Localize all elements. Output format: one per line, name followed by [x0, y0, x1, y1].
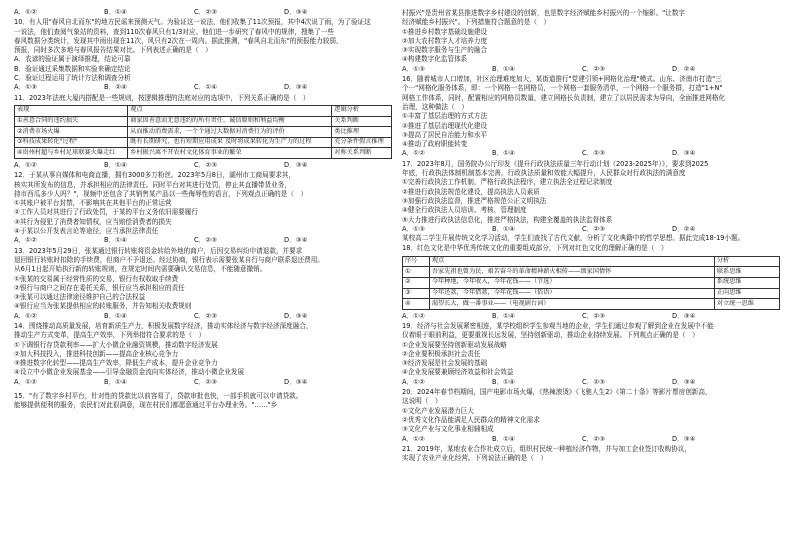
option-a: A．①②: [14, 311, 37, 320]
answer-item: ①其账户被平台封禁，不影响其在其他平台的正常运营: [14, 199, 172, 208]
option-c: C．②③: [582, 64, 606, 73]
option-a: A．①②: [402, 149, 425, 158]
table-cell: ②: [403, 277, 430, 288]
option-a: A．①②: [14, 8, 37, 16]
table-cell: 对立统一思维: [714, 299, 779, 310]
option-b: B．①④: [104, 377, 127, 386]
table-cell: 类比推理: [332, 127, 392, 138]
option-d: D．③④: [284, 160, 308, 169]
answer-item: ②推进了基层治理现代化建设: [402, 121, 488, 130]
option-b: B．①④: [104, 160, 127, 169]
question-18-table: [402, 256, 780, 310]
table-cell: 渴望长大，做一番事业——（电视剧台词）: [429, 299, 714, 310]
option-d: D．③④: [284, 83, 308, 92]
question-stem-line: 退回银行转账时扣除的手续费，但商户不予退还。经过协商，银行表示需要张某自行与商户联系退还费用。: [14, 255, 324, 264]
table-cell: ③科技成果转化"过程": [15, 137, 128, 148]
options-row: [402, 149, 780, 158]
question-11: [14, 94, 392, 171]
answer-item: ③推进数字化转型——提高生产效率，降低生产成本，提升企业竞争力: [14, 359, 218, 368]
option-d: D．②④: [672, 64, 696, 73]
table-cell: 关系判断: [332, 116, 392, 127]
question-stem-line: 实现了农业产业化经营。下列说法正确的是（ ）: [402, 454, 548, 463]
answer-item: B．验证通过采集数据和实验来确定结论: [14, 64, 131, 73]
table-header: 逻辑分析: [332, 105, 392, 116]
option-b: B．①④: [492, 377, 515, 386]
option-d: D．③④: [284, 377, 308, 386]
question-stem-line: 10．有人用"春风自北而东"的地方民谣来预测天气。为验证这一说法，他们收集了11次预报，其中4次说了雨，为了验证这: [14, 18, 371, 27]
answer-item: ②推进行政执法规范化建设，提高执法人员素质: [402, 187, 540, 196]
option-d: D．③④: [284, 311, 308, 320]
options-row: [14, 378, 392, 387]
question-stem-line: 一说法，他们查阅气象站的资料，查到110次春风只有1/3对应。他们进一步研究了春风中的规律，搜集了一些: [14, 27, 334, 36]
table-cell: 吾家先祖也曾为民，艰苦奋斗的革命精神薪火相传——颂家国情怀: [429, 267, 714, 278]
question-stem-line: 核实其所发布的信息，并承担相应的法律责任。同时平台对其进行处罚，停止其直播带货业务，: [14, 180, 291, 189]
option-a: A．①③: [402, 224, 425, 233]
table-cell: 充分条件假言推理: [332, 137, 392, 148]
question-stem-line: 11．2023年法庭大厦内搭配是一些规则，按逻辑推理的法庭对应的选项中，下列关系正确的是（ ）: [14, 93, 310, 102]
question-10: [14, 18, 392, 92]
answer-item: ②优秀文化作品能满足人民群众的精神文化需求: [402, 415, 540, 424]
table-cell: 系统思维: [714, 277, 779, 288]
question-stem-line: 治理，这种做法（ ）: [402, 102, 468, 111]
question-17: [402, 160, 780, 234]
question-stem-line: 14．围绕推动高质量发展，培育新质生产力，积极发展数字经济，推动实体经济与数字经济深度融合，: [14, 321, 313, 330]
option-d: D．③④: [672, 149, 696, 158]
answer-item: ②工作人员对其进行了行政处罚，于某的平台义务依旧需要履行: [14, 208, 198, 217]
question-16: [402, 75, 780, 159]
option-a: A．①③: [14, 83, 37, 92]
question-stem-line: 村振兴"是贵州省某县推进数字乡村建设的创新，也是数字经济赋能乡村振兴的一个缩影。"让数字: [402, 9, 686, 17]
question-13: [14, 247, 392, 321]
answer-item: A．农谚的验证属于演绎推理，结论可靠: [14, 55, 131, 64]
option-c: C．②③: [194, 236, 218, 245]
options-row: [402, 378, 780, 387]
answer-item: ④设立中小微企业发展基金——引导金融资金流向实体经济，推动小微企业发展: [14, 368, 245, 377]
table-cell: 今年还款，今年借款，今年花钱——（俗语）: [429, 288, 714, 299]
question-stem-line: 15．"有了数字乡村平台，针对性的贷款比以前容易了，贷款审批也快，一部手机就可以申请贷款。: [14, 392, 303, 401]
table-cell: 正向思维: [714, 288, 779, 299]
answer-item: ①文化产业发展潜力巨大: [402, 406, 474, 415]
option-b: B．①④: [492, 149, 515, 158]
question-stem-line: 年底，行政执法体制机制基本完善，行政执法质量和效能大幅提升，人民群众对行政执法的满意度: [402, 169, 686, 178]
answer-item: ④构建数字化监管体系: [402, 55, 468, 64]
question-stem-line: 预报，同时多次多地与春风报告结果对比。下列表述正确的是（ ）: [14, 46, 212, 55]
option-d: D．③④: [672, 377, 696, 386]
answer-item: ①完善行政执法工作机制，严格行政执法程序，建立执法全过程记录制度: [402, 178, 613, 187]
table-row: [403, 299, 780, 310]
table-cell: ①: [403, 267, 430, 278]
table-header: 观点: [128, 105, 332, 116]
option-a: A．①②: [402, 434, 425, 443]
table-cell: 对称关系判断: [332, 148, 392, 159]
table-cell: ④贵州村超与乡村足球联赛火爆走红: [15, 148, 128, 159]
table-row: [15, 137, 392, 148]
question-12: [14, 171, 392, 245]
question-stem-line: 从6月1日起开始执行新的转账规则，在规定时间内需要确认交易信息，不能随意撤销。: [14, 265, 267, 274]
answer-item: ④于某以公开发表言论等途径，应当承担法律责任: [14, 227, 159, 236]
answer-item: ①企业发展要坚持创新驱动发展战略: [402, 340, 507, 349]
answer-item: ③经济发展是社会发展的基础: [402, 359, 488, 368]
answer-item: ②加大科技投入，推进科技创新——提高企业核心竞争力: [14, 349, 179, 358]
option-c: C．②③: [194, 8, 218, 16]
question-stem-line: 网格工作体系，同时，配置相应的网格员数量，建立网格长负责制，建立了以居民需求为导向，全面推进网格化: [402, 93, 726, 102]
answer-item: ④健全行政执法人员培训、考核、管理制度: [402, 206, 527, 215]
options-row: [402, 225, 780, 234]
option-a: A．①②: [14, 160, 37, 169]
option-c: C．①④: [194, 83, 218, 92]
options-row: [402, 435, 780, 444]
table-row: [403, 267, 780, 278]
option-c: C．②③: [194, 377, 218, 386]
option-a: A．①②: [14, 377, 37, 386]
option-c: C．②③: [194, 160, 218, 169]
question-stem-line: 春风数据分类统计，发现其中雨出现在11次，风只有2次在一周内。据此推测，"春风自北而东"的预报能力较弱，: [14, 36, 343, 45]
option-c: C．②③: [582, 311, 606, 320]
question-stem-line: 个一"网格化服务体系，即：一个网格一名网格员，一个网格一套服务清单，一个网格一个服务群，打造"1+N": [402, 84, 723, 93]
question-stem-line: 13．2023年5月29日，张某通过银行转账将资金转给外地的商户，后因交易纠纷申请退款，并要求: [14, 246, 303, 255]
answer-item: ②加大农村数字人才培养力度: [402, 36, 488, 45]
table-cell: 今年种地，今年收入，今年花钱——（节选）: [429, 277, 714, 288]
option-d: D．③④: [672, 434, 696, 443]
answer-item: ③实现数字服务与生产的融合: [402, 46, 488, 55]
option-b: B．①④: [492, 64, 515, 73]
question-stem-line: 12．于某从事自媒体和电商直播，拥有3000多万粉丝。2023年5月8日，湖州市工商局要求其，: [14, 171, 296, 180]
answer-item: ②企业要积极承担社会责任: [402, 349, 481, 358]
question-stem-line: 这说明（ ）: [402, 397, 442, 406]
answer-item: ③加强行政执法监督，推进严格规范公正文明执法: [402, 196, 547, 205]
options-row: [14, 161, 392, 170]
table-row: [403, 288, 780, 299]
table-cell: 乡村振兴离不开农村文化体育事业的繁荣: [128, 148, 332, 159]
left-column: [14, 8, 392, 411]
question-15-continued: [402, 9, 780, 74]
option-b: B．①④: [492, 224, 515, 233]
table-cell: 联系思维: [714, 267, 779, 278]
option-d: D．③④: [672, 311, 696, 320]
answer-item: ④银行应当为张某提供相应的转账服务，并告知相关收费规则: [14, 302, 192, 311]
question-stem-line: 20．2024年春节档期间，国产电影市场火爆，《热辣滚烫》《飞驰人生2》《第二十条》等影片票房创新高，: [402, 388, 712, 397]
table-header-row: [403, 256, 780, 267]
table-cell: 既有长期研究，也有短期应用成果 及时将成果转化为生产力的过程: [128, 137, 332, 148]
option-b: B．①④: [492, 434, 515, 443]
question-15: [14, 392, 392, 411]
question-stem-line: 仅着眼于眼前利益，更要重视长远发展，坚持创新驱动，推动企业持续发展。下列观点正确的是（ ）: [402, 331, 699, 340]
table-cell: ④: [403, 299, 430, 310]
answer-item: ④推动了政府职能转变: [402, 140, 468, 149]
option-c: C．②③: [582, 434, 606, 443]
answer-item: C．验证过程运用了统计方法和调查分析: [14, 74, 131, 83]
question-19: [402, 322, 780, 387]
option-b: B．①④: [104, 236, 127, 245]
question-stem-line: 19．经济与社会发展紧密相连，某学校组织学生参观当地的企业，学生们通过参观了解到企业在发展中不能: [402, 321, 714, 330]
answer-item: ③张某可以通过法律途径维护自己的合法权益: [14, 293, 146, 302]
answer-item: ③其行为侵犯了消费者知情权，应当赔偿消费者的损失: [14, 217, 172, 226]
question-stem-line: 持市西瓜多少人吗？"，视频中还包含了其销售某产品以一些侮辱性的语言，下列观点正确的是（ ）: [14, 189, 308, 198]
answer-item: ①推进乡村数字基础设施建设: [402, 27, 488, 36]
option-d: D．③④: [284, 8, 308, 16]
answer-item: ③文化产业与文化事业相辅相成: [402, 425, 494, 434]
table-header: 序号: [403, 256, 430, 267]
table-header: 表现: [15, 105, 128, 116]
table-cell: ①善意合同的违约损失: [15, 116, 128, 127]
option-d: D．③④: [284, 236, 308, 245]
table-row: [403, 277, 780, 288]
table-cell: 商家因善意而无意违约的所有责任，诚信原则和利益均衡: [128, 116, 332, 127]
question-stem-line: 17．2023年8月，国务院办公厅印发《提升行政执法质量三年行动计划（2023-2025年）》，要求到2025: [402, 159, 709, 168]
question-14: [14, 322, 392, 387]
answer-item: ④企业发展要兼顾经济效益和社会效益: [402, 368, 514, 377]
question-stem-line: 推动生产方式变革，提高生产效率，下列举措符合要求的是（ ）: [14, 331, 206, 340]
option-b: B．①④: [104, 311, 127, 320]
option-c: C．②③: [582, 224, 606, 233]
answer-item: ①张某的交易属于经营性质的交易，银行有权收取手续费: [14, 274, 179, 283]
table-row: [15, 127, 392, 138]
option-a: A．①②: [14, 236, 37, 245]
question-stem-line: 18．红色文化是中华优秀传统文化的重要组成部分，下列对红色文化的理解正确的是（ ）: [402, 244, 668, 253]
option-c: C．②③: [582, 149, 606, 158]
table-cell: 从而推动消费需求，一个个通过大数据对消费行为的评价: [128, 127, 332, 138]
question-21: [402, 445, 780, 464]
option-c: C．②③: [194, 311, 218, 320]
option-b: B．②④: [104, 83, 127, 92]
option-a: A．①②: [402, 311, 425, 320]
answer-item: ⑤大力推进行政执法信息化，推进严格执法，构建全覆盖的执法监督体系: [402, 215, 613, 224]
options-row: [14, 8, 392, 17]
answer-item: ①丰富了基层治理的方式方法: [402, 112, 488, 121]
option-b: B．①④: [492, 311, 515, 320]
table-header-row: [15, 105, 392, 116]
table-header: 观点: [429, 256, 714, 267]
option-a: A．①②: [402, 377, 425, 386]
option-c: C．②③: [582, 377, 606, 386]
options-row: [14, 236, 392, 245]
options-row: [14, 312, 392, 321]
question-20: [402, 388, 780, 444]
table-header: 分析: [714, 256, 779, 267]
answer-item: ①下调银行存贷款利率——扩大小微企业融资规模，推动数字经济发展: [14, 340, 218, 349]
table-row: [15, 116, 392, 127]
table-row: [15, 148, 392, 159]
answer-item: ②银行与商户之间存在委托关系，银行应当承担相应的责任: [14, 283, 185, 292]
question-stem-line: 21．2019年，某地农业合作社成立后，组织村民统一种植经济作物，并与加工企业签订收购协议，: [402, 444, 691, 453]
options-row: [14, 83, 392, 92]
answer-item: ③提高了居民自治能力和水平: [402, 130, 488, 139]
table-cell: ③: [403, 288, 430, 299]
options-row: [402, 312, 780, 321]
right-column: [402, 8, 780, 463]
table-cell: ②消费市场火爆: [15, 127, 128, 138]
question-18: [402, 244, 780, 321]
option-b: B．①④: [104, 8, 127, 16]
question-stem-line: 16．随着城市人口增加，社区治理难度加大，某街道推行"党建引领+网格化治理"模式。山东、济南市打造"三: [402, 75, 722, 84]
options-row: [402, 65, 780, 74]
question-stem-line: 经济赋能乡村振兴"。下列措施符合题意的是（ ）: [402, 18, 551, 27]
question-stem-line: 能够提供便利的服务，农民们对此很满意，现在村民们都愿意通过平台办理业务。"……"乡: [14, 401, 278, 410]
section-note: 某校高二学生开展传统文化学习活动，学生们查找了古代文献，分析了文化典籍中的哲学思想。据此完成18-19小题。: [402, 234, 745, 243]
option-a: A．①③: [402, 64, 425, 73]
option-d: D．②④: [672, 224, 696, 233]
question-11-table: [14, 105, 392, 159]
